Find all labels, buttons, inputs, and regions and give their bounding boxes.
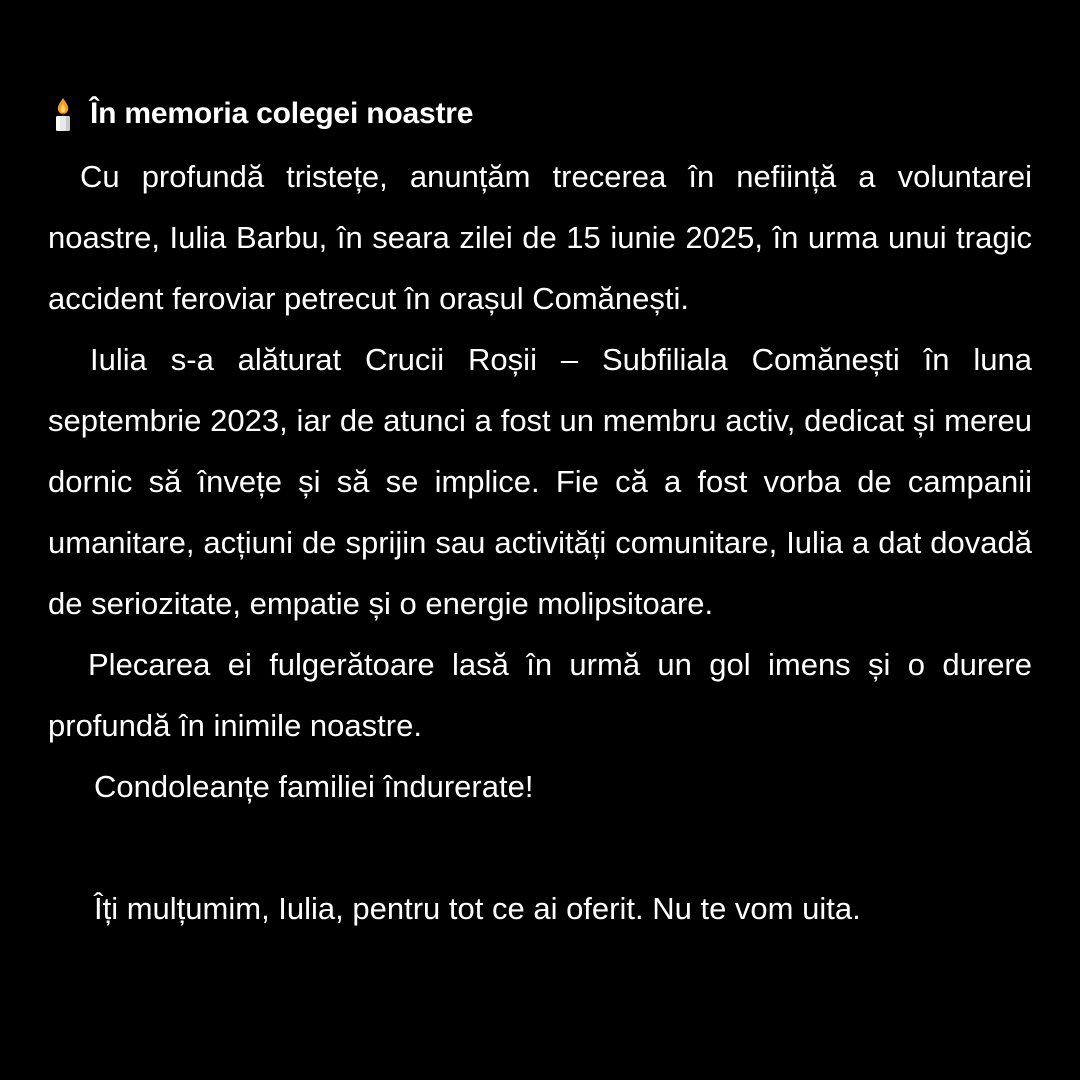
paragraph-biography: Iulia s-a alăturat Crucii Roșii – Subfiliala Comănești în luna septembrie 2023, iar de atunci a fost un membru activ, dedicat și mereu dornic să învețe și să se implice. Fie că a fost vorba de campanii umanitare, acțiuni de sprijin sau activități comunitare, Iulia a dat dovadă de seriozitate, empatie și o energie molipsitoare. [48,342,1032,621]
paragraph-announcement: Cu profundă tristețe, anunțăm trecerea în neființă a voluntarei noastre, Iulia Barbu, în seara zilei de 15 iunie 2025, în urma unui tragic accident feroviar petrecut în orașul Comănești. [48,159,1032,316]
paragraph-loss: Plecarea ei fulgerătoare lasă în urmă un gol imens și o durere profundă în inimile noastre. [48,647,1032,743]
blank-line [48,817,1032,878]
paragraph-condolences: Condoleanțe familiei îndurerate! [94,769,534,804]
candle-icon [48,96,78,132]
post-title: În memoria colegei noastre [90,97,474,130]
paragraph-thanks: Îți mulțumim, Iulia, pentru tot ce ai oferit. Nu te vom uita. [94,891,861,926]
memorial-post [48,88,1032,939]
header [48,88,1032,140]
